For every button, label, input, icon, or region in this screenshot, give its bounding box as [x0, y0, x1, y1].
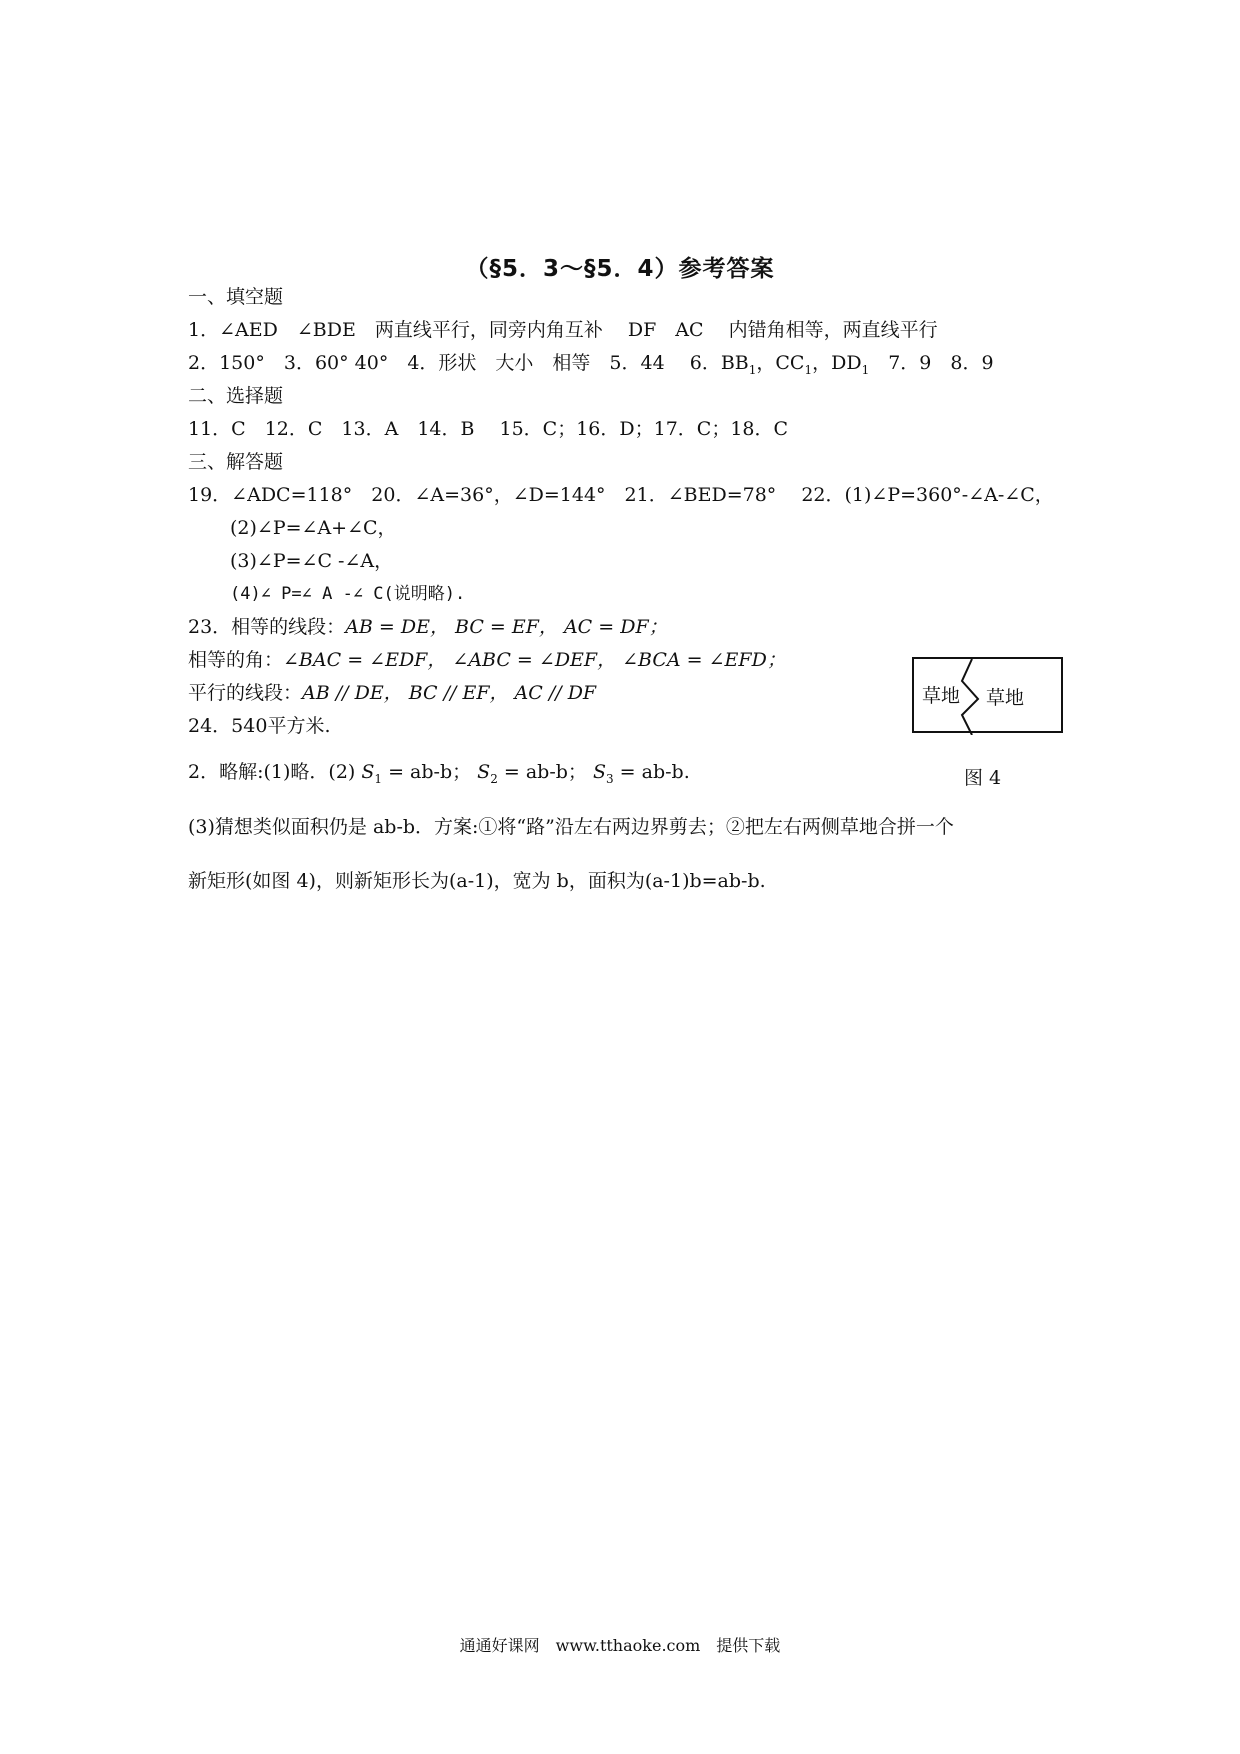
answer-line-11: 24．540平方米. — [188, 715, 331, 737]
s3-value: = ab-b. — [613, 761, 690, 783]
answer-line-14: 新矩形(如图 4)，则新矩形长为(a-1)，宽为 b，面积为(a-1)b=ab-b. — [188, 870, 766, 892]
answer-line-9-label: 相等的角： — [188, 649, 284, 671]
s2-value: = ab-b； — [497, 761, 587, 783]
page-title: （§5．3～§5．4）参考答案 — [465, 256, 775, 282]
answer-line-2-part-c: ，DD — [812, 352, 862, 374]
section-solve-heading: 三、解答题 — [188, 451, 284, 473]
answer-line-2-part-b: ，CC — [756, 352, 805, 374]
answer-line-12-lead: 2．略解:(1)略．(2) — [188, 761, 362, 783]
answer-line-9 — [188, 646, 786, 674]
subscript: 1 — [861, 362, 870, 377]
s3-symbol: S — [592, 761, 606, 783]
answer-line-2-part-a: 2．150° 3．60° 40° 4．形状 大小 相等 5．44 6．BB — [188, 352, 749, 374]
subscript: 3 — [605, 771, 614, 786]
answer-line-10 — [188, 679, 596, 707]
answer-line-4: 19．∠ADC=118° 20．∠A=36°，∠D=144° 21．∠BED=78° 22．(1)∠P=360°-∠A-∠C， — [188, 484, 1054, 506]
footer-note: 通通好课网 www.tthaoke.com 提供下载 — [459, 1636, 781, 1655]
answer-line-5: (2)∠P=∠A+∠C， — [230, 517, 397, 539]
answer-line-8-math: AB = DE， BC = EF， AC = DF； — [345, 616, 668, 638]
answer-line-10-math: AB // DE， BC // EF， AC // DF — [302, 682, 597, 704]
answer-line-2 — [188, 349, 994, 384]
s2-symbol: S — [477, 761, 491, 783]
subscript: 1 — [374, 771, 383, 786]
answer-line-12 — [188, 758, 690, 793]
answer-line-1: 1．∠AED ∠BDE 两直线平行，同旁内角互补 DF AC 内错角相等，两直线平行 — [188, 319, 938, 341]
subscript: 1 — [804, 362, 813, 377]
answer-line-13: (3)猜想类似面积仍是 ab-b．方案:①将“路”沿左右两边界剪去；②把左右两侧草地合拼一个 — [188, 816, 954, 838]
figure-caption: 图 4 — [964, 767, 1002, 789]
figure-label-left: 草地 — [922, 685, 961, 707]
subscript: 1 — [748, 362, 757, 377]
answer-line-3: 11．C 12．C 13．A 14．B 15．C；16．D；17．C；18．C — [188, 418, 789, 440]
subscript: 2 — [490, 771, 498, 786]
answer-line-8-label: 23．相等的线段： — [188, 616, 346, 638]
answer-line-7: (4)∠ P=∠ A -∠ C(说明略). — [230, 584, 466, 604]
s1-value: = ab-b； — [382, 761, 472, 783]
answer-line-10-label: 平行的线段： — [188, 682, 303, 704]
section-fill-blank-heading: 一、填空题 — [188, 286, 284, 308]
answer-line-9-math: ∠BAC = ∠EDF， ∠ABC = ∠DEF， ∠BCA = ∠EFD； — [283, 649, 786, 671]
figure-4-diagram — [912, 657, 1063, 733]
answer-line-6: (3)∠P=∠C -∠A， — [230, 550, 394, 572]
figure-label-right: 草地 — [986, 687, 1025, 709]
answer-line-2-part-d: 7．9 8．9 — [869, 352, 994, 374]
answer-line-8 — [188, 613, 668, 641]
s1-symbol: S — [361, 761, 375, 783]
section-choice-heading: 二、选择题 — [188, 385, 284, 407]
